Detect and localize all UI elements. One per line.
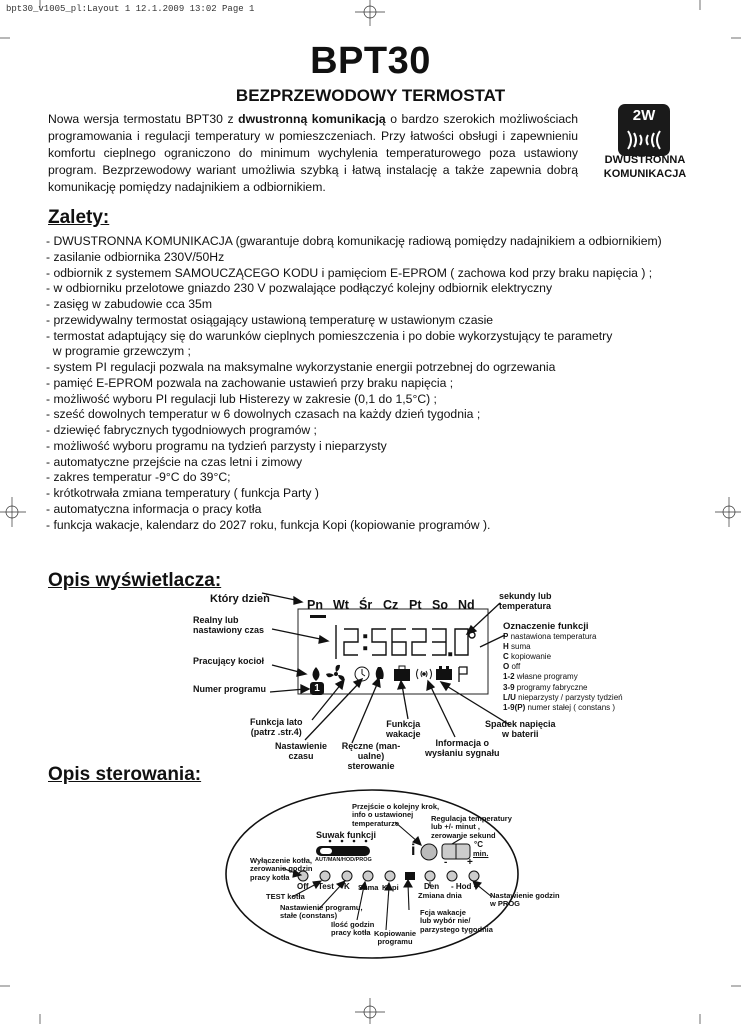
button-label-suma: Suma bbox=[358, 883, 379, 892]
minus-sign: - bbox=[444, 857, 448, 868]
legend-key: H bbox=[503, 642, 509, 652]
legend-text: nieparzysty / parzysty tydzień bbox=[515, 692, 623, 702]
hand-icon bbox=[376, 667, 384, 679]
legend-row bbox=[503, 683, 623, 693]
label-line: Ręczne (man- bbox=[341, 741, 401, 751]
day-label: Cz bbox=[383, 598, 399, 612]
button-label-kopi: Kopi bbox=[382, 883, 399, 892]
list-item: - funkcja wakacje, kalendarz do 2027 roku, funkcja Kopi (kopiowanie programów ). bbox=[46, 517, 491, 532]
list-item: - zasięg w zabudowie cca 35m bbox=[46, 297, 212, 311]
label-line: temperatura bbox=[499, 601, 552, 611]
label-line: wysłaniu sygnału bbox=[425, 748, 500, 758]
copy-program-label bbox=[374, 930, 416, 947]
info-button[interactable] bbox=[421, 844, 437, 860]
legend-text: kopiowanie bbox=[508, 652, 552, 662]
which-day-label: Który dzień bbox=[210, 593, 270, 605]
label-line: Nastawienie godzin bbox=[490, 891, 560, 900]
legend-key: C bbox=[503, 652, 509, 662]
list-item: - możliwość wyboru PI regulacji lub Histerezy w zakresie (0,1 do 1,5°C) ; bbox=[46, 391, 437, 406]
button-label-den: Den bbox=[424, 882, 440, 891]
unit-minutes: min. bbox=[473, 849, 489, 858]
badge-caption-line-2: KOMUNIKACJA bbox=[603, 168, 687, 180]
button-label-test: Test bbox=[318, 882, 334, 891]
boiler-off-label bbox=[250, 857, 313, 882]
battery-low-label bbox=[485, 719, 556, 739]
advantages-list bbox=[46, 234, 736, 533]
legend-text: off bbox=[509, 662, 521, 672]
display-heading: Opis wyświetlacza: bbox=[48, 570, 222, 591]
lcd-values bbox=[298, 696, 488, 697]
print-header: bpt30_v1005_pl:Layout 1 12.1.2009 13:02 Page 1 bbox=[6, 4, 255, 14]
crop-mark-bottom bbox=[355, 998, 385, 1024]
legend-key: L/U bbox=[503, 692, 516, 702]
legend-text: własne programy bbox=[514, 672, 578, 682]
legend-row bbox=[503, 703, 623, 713]
boiler-hours-label bbox=[331, 921, 374, 938]
advantages-heading: Zalety: bbox=[48, 207, 110, 228]
list-item: - możliwość wyboru programu na tydzień parzysty i nieparzysty bbox=[46, 438, 387, 453]
day-change-label: Zmiana dnia bbox=[418, 891, 462, 900]
set-time-label bbox=[275, 741, 327, 761]
lcd-temp: 23.0 bbox=[300, 696, 303, 697]
legend-row bbox=[503, 662, 623, 672]
legend-text: suma bbox=[508, 642, 531, 652]
badge-caption bbox=[590, 153, 700, 181]
temp-regulation-label bbox=[431, 815, 512, 840]
label-line: Ilość godzin bbox=[331, 920, 375, 929]
label-line: Spadek napięcia bbox=[485, 719, 556, 729]
label-line: Funkcja bbox=[386, 719, 421, 729]
day-label: Wt bbox=[333, 598, 349, 612]
label-line: Wyłączenie kotła, bbox=[250, 856, 312, 865]
label-line: pracy kotła bbox=[250, 872, 290, 882]
badge-caption-line-1: DWUSTRONNA bbox=[604, 154, 686, 166]
list-item: - termostat adaptujący się do warunków cieplnych pomieszczenia i po dobie wykorzystujący te parametry bbox=[46, 328, 613, 343]
list-item: - przewidywalny termostat osiągający ustawioną temperaturę w ustawionym czasie bbox=[46, 312, 494, 327]
list-item: - krótkotrwała zmiana temperatury ( funkcja Party ) bbox=[46, 486, 319, 500]
test-boiler-label: TEST kotła bbox=[266, 892, 305, 901]
intro-paragraph bbox=[48, 111, 578, 196]
legend-row bbox=[503, 672, 623, 682]
label-line: Realny lub bbox=[193, 615, 239, 625]
day-label: Nd bbox=[458, 598, 475, 612]
list-item: - system PI regulacji pozwala na maksymalne wykorzystanie energii potrzebnej do ogrzewania bbox=[46, 360, 556, 374]
legend-key: P bbox=[503, 632, 509, 642]
label-line: sterowanie bbox=[347, 761, 395, 771]
slider-position-marks bbox=[329, 840, 368, 843]
list-item: - dziewięć fabrycznych tygodniowych programów ; bbox=[46, 423, 317, 437]
den-button[interactable] bbox=[425, 871, 435, 881]
list-item: - odbiornik z systemem SAMOUCZĄCEGO KODU i pamięciom E-EPROM ( zachowa kod przy braku napięcia ) ; bbox=[46, 265, 653, 280]
real-time-label bbox=[193, 615, 264, 635]
label-line: sekundy lub bbox=[499, 591, 552, 601]
product-subtitle: BEZPRZEWODOWY TERMOSTAT bbox=[235, 86, 506, 105]
crop-mark-top bbox=[355, 0, 385, 26]
label-line: w baterii bbox=[502, 729, 539, 739]
test-button[interactable] bbox=[320, 871, 330, 881]
day-label: Pt bbox=[409, 598, 422, 612]
hour-plus-button[interactable] bbox=[469, 871, 479, 881]
suma-button[interactable] bbox=[363, 871, 373, 881]
crop-mark-left bbox=[0, 497, 26, 527]
legend-text: programy fabryczne bbox=[514, 682, 588, 692]
antenna-waves-icon bbox=[618, 104, 670, 156]
manual-control-label bbox=[336, 741, 406, 771]
slider-knob[interactable] bbox=[320, 848, 332, 854]
button-label-off: Off bbox=[297, 882, 309, 891]
fan-icon bbox=[326, 665, 344, 681]
label-line: Nastawienie programu, bbox=[280, 903, 363, 912]
label-line: lub wybór nie/ bbox=[420, 916, 471, 926]
hour-minus-button[interactable] bbox=[447, 871, 457, 881]
list-item: - w odbiorniku przelotowe gniazdo 230 V pozwalające podłączyć kolejny odbiornik elektryczny bbox=[46, 281, 553, 296]
legend-key: 1-9(P) bbox=[503, 702, 526, 712]
program-number-label: Numer programu bbox=[193, 684, 267, 694]
two-way-communication-icon bbox=[618, 104, 670, 156]
legend-row bbox=[503, 652, 623, 662]
label-line: ualne) bbox=[357, 751, 385, 761]
label-line: Fcja wakacje bbox=[420, 908, 466, 917]
label-line: Funkcja lato bbox=[250, 717, 303, 727]
list-item: w programie grzewczym ; bbox=[46, 344, 191, 359]
flame-icon bbox=[313, 667, 320, 681]
seconds-label bbox=[499, 591, 552, 611]
legend-text: numer stałej ( constans ) bbox=[525, 702, 616, 712]
holiday-button-icon[interactable] bbox=[405, 872, 415, 880]
label-line: stałe (constans) bbox=[280, 911, 338, 921]
label-line: parzystego tygodnia bbox=[420, 924, 493, 934]
list-item: - pamięć E-EPROM pozwala na zachowanie ustawień przy braku napięcia ; bbox=[46, 375, 454, 390]
unit-celsius: °C bbox=[474, 840, 483, 849]
label-line: lub +/- minut , bbox=[431, 822, 480, 832]
legend-key: O bbox=[503, 662, 510, 672]
list-item: - automatyczne przejście na czas letni i zimowy bbox=[46, 454, 303, 469]
label-line: Kopiowanie bbox=[374, 929, 417, 938]
intro-text-end: o bardzo szerokich możliwościach programowania i regulacji temperatury w pomieszczeniach. Przy łatwości obsługi i zapewnieniu komfortu cieplnego ograniczono do minimum wychylenia temperaturowego poza ustawiony program. Bezprzewodowy wariant umożliwia szybką i łatwą instalację a także zapewnia dobrą komunikację pomiędzy nadajnikiem a odbiornikiem. bbox=[48, 112, 578, 194]
day-label: So bbox=[432, 598, 448, 612]
label-line: (patrz .str.4) bbox=[250, 727, 302, 737]
badge-label: 2W bbox=[632, 107, 656, 124]
label-line: pracy kotła bbox=[331, 928, 371, 938]
label-line: Informacja o bbox=[435, 738, 490, 748]
list-item: - zasilanie odbiornika 230V/50Hz bbox=[46, 249, 225, 264]
label-line: info o ustawionej bbox=[352, 810, 414, 820]
p-segment-icon bbox=[459, 667, 467, 682]
boiler-label: Pracujący kocioł bbox=[193, 656, 265, 666]
label-line: programu bbox=[377, 937, 413, 947]
label-line: Regulacja temperatury bbox=[431, 814, 512, 823]
label-line: czasu bbox=[288, 751, 314, 761]
legend-row bbox=[503, 642, 623, 652]
radio-signal-icon bbox=[417, 669, 432, 679]
legend-row bbox=[503, 693, 623, 703]
label-line: zerowanie sekund bbox=[431, 830, 496, 840]
lcd-digits bbox=[336, 625, 475, 659]
list-item: - automatyczna informacja o pracy kotła bbox=[46, 501, 262, 516]
day-label: Pn bbox=[307, 598, 323, 612]
button-label-hod: - Hod + bbox=[451, 882, 479, 891]
button-label-k: K bbox=[344, 882, 350, 891]
button-row bbox=[298, 871, 479, 881]
label-line: nastawiony czas bbox=[193, 625, 265, 635]
program-set-label bbox=[280, 904, 363, 921]
slider-positions: AUT/MAN/HOD/PROG bbox=[315, 857, 372, 863]
next-step-label bbox=[352, 803, 439, 828]
label-line: w PROG bbox=[490, 899, 521, 909]
plus-sign: + bbox=[467, 857, 473, 868]
list-item: - DWUSTRONNA KOMUNIKACJA (gwarantuje dobrą komunikację radiową pomiędzy nadajnikiem a odbiornikiem) bbox=[46, 234, 662, 248]
kopi-button[interactable] bbox=[385, 871, 395, 881]
legend-key: 3-9 bbox=[503, 682, 515, 692]
program-number: 1 bbox=[314, 683, 320, 694]
legend-heading: Oznaczenie funkcji bbox=[503, 621, 589, 632]
label-line: Przejście o kolejny krok, bbox=[352, 802, 440, 811]
label-line: Nastawienie bbox=[275, 741, 328, 751]
k-button[interactable] bbox=[342, 871, 352, 881]
list-item: - sześć dowolnych temperatur w 6 dowolnych czasach na każdy dzień tygodnia ; bbox=[46, 407, 481, 422]
lcd-time: 12:56 bbox=[298, 696, 301, 697]
legend-text: nastawiona temperatura bbox=[508, 632, 597, 642]
intro-text-bold: dwustronną komunikacją bbox=[238, 112, 386, 126]
suitcase-icon bbox=[394, 666, 410, 681]
lcd-p-symbol: P bbox=[303, 696, 304, 697]
label-line: zerowanie godzin bbox=[250, 864, 313, 874]
legend-row bbox=[503, 632, 623, 642]
controls-heading: Opis sterowania: bbox=[48, 764, 202, 785]
signal-info-label bbox=[425, 738, 500, 758]
product-title: BPT30 bbox=[310, 40, 431, 82]
label-line: wakacje bbox=[386, 729, 421, 739]
function-legend bbox=[503, 622, 623, 713]
label-line: temperaturze bbox=[352, 818, 400, 828]
legend-key: 1-2 bbox=[503, 672, 515, 682]
info-i-label: i bbox=[411, 842, 416, 859]
intro-text-start: Nowa wersja termostatu BPT30 z bbox=[48, 112, 239, 126]
holiday-function-label bbox=[386, 719, 421, 739]
holiday-select-label bbox=[420, 909, 493, 934]
summer-function-label bbox=[250, 717, 303, 737]
day-indicator-bar bbox=[310, 615, 326, 618]
day-label: Śr bbox=[359, 598, 373, 612]
hour-set-label bbox=[490, 892, 560, 909]
battery-icon bbox=[436, 666, 452, 680]
slider-title: Suwak funkcji bbox=[316, 830, 377, 840]
list-item: - zakres temperatur -9°C do 39°C; bbox=[46, 470, 231, 485]
